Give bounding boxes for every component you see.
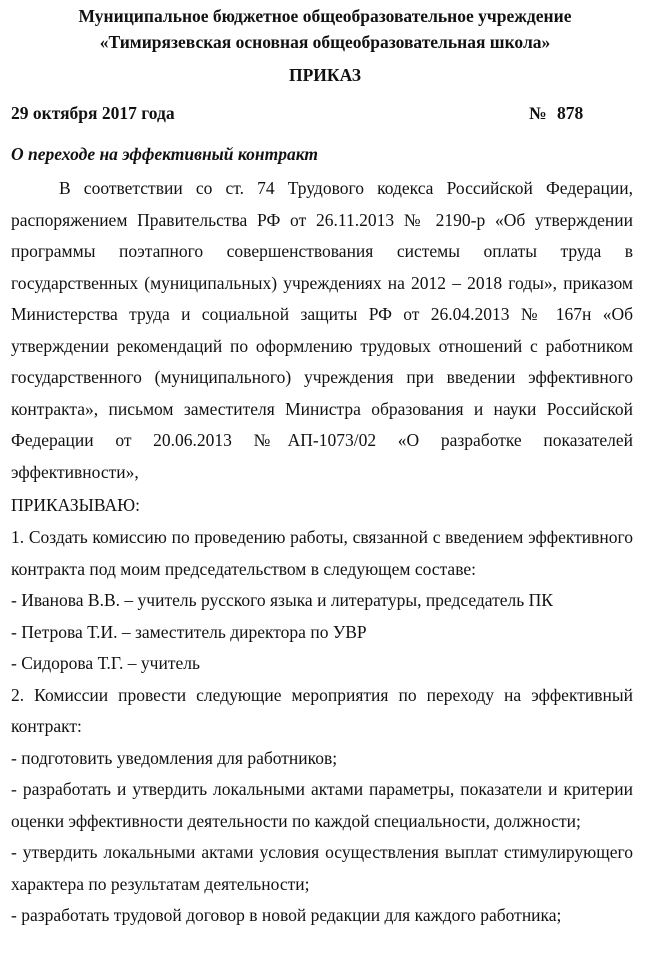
organization-name-line-1: Муниципальное бюджетное общеобразовательное учреждение: [78, 6, 572, 26]
order-item: - подготовить уведомления для работников;: [11, 747, 338, 768]
order-item: - Петрова Т.И. – заместитель директора по УВР: [11, 621, 367, 642]
document-title: ПРИКАЗ: [288, 65, 362, 85]
order-item: - Сидорова Т.Г. – учитель: [11, 653, 200, 673]
organization-name-line-2: «Тимирязевская основная общеобразовательная школа»: [99, 32, 551, 52]
order-item: - разработать и утвердить локальными актами параметры, показатели и критерии оценки эффективности деятельности по каждой специальности, должности;: [11, 779, 633, 831]
order-date: 29 октября 2017 года: [11, 103, 175, 123]
intro-paragraph: В соответствии со ст. 74 Трудового кодекса Российской Федерации, распоряжением Правительства РФ от 26.11.2013 № 2190-р «Об утверждении программы поэтапного совершенствования системы оплаты труда в государственных (муниципальных) учреждениях на 2012 – 2018 годы», приказом Министерства труда и социальной защиты РФ от 26.04.2013 № 167н «Об утверждении рекомендаций по оформлению трудовых отношений с работником государственного (муниципального) учреждения при введении эффективного контракта», письмом заместителя Министра образования и науки Российской Федерации от 20.06.2013 №АП-1073/02 «О разработке показателей эффективности»,: [11, 178, 633, 482]
order-number: № 878: [529, 103, 584, 123]
order-word: ПРИКАЗЫВАЮ:: [11, 495, 140, 515]
order-item: - утвердить локальными актами условия осуществления выплат стимулирующего характера по результатам деятельности;: [11, 842, 633, 894]
order-item: 2. Комиссии провести следующие мероприятия по переходу на эффективный контракт:: [11, 684, 633, 736]
order-items: [11, 522, 633, 932]
order-item: - разработать трудовой договор в новой редакции для каждого работника;: [11, 905, 562, 925]
order-subject: О переходе на эффективный контракт: [11, 144, 318, 164]
order-item: - Иванова В.В. – учитель русского языка и литературы, председатель ПК: [11, 590, 553, 610]
order-item: 1. Создать комиссию по проведению работы, связанной с введением эффективного контракта под моим председательством в следующем составе:: [11, 527, 633, 579]
